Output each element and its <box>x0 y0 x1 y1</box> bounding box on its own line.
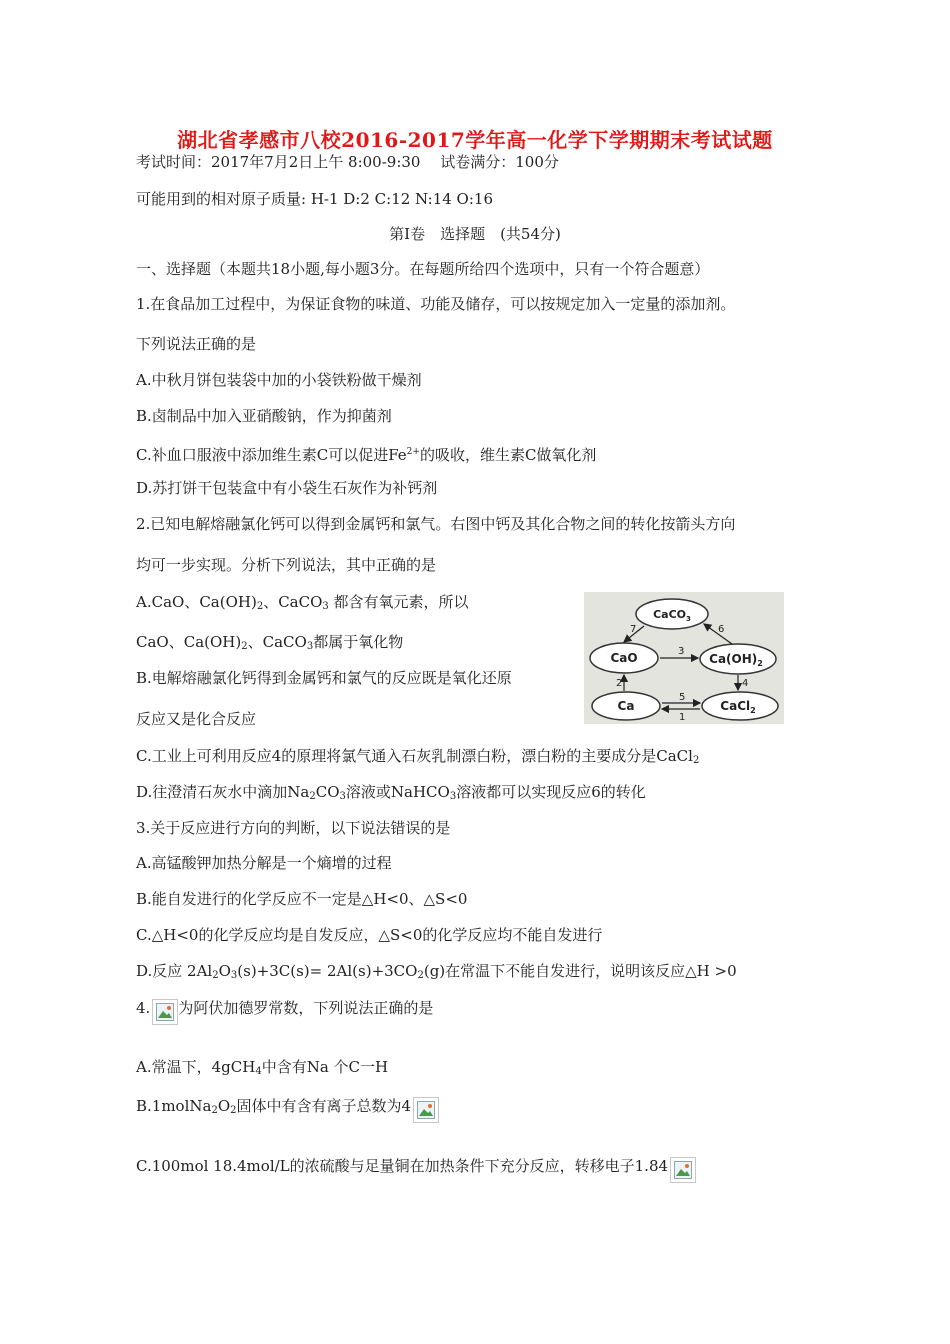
missing-image-icon <box>413 1097 439 1123</box>
q2-option-a-line1: A.CaO、$Ca(OH)_2$、CaCO$_3$ 都含有氧元素，所以 <box>136 593 469 612</box>
node-caoh2: $Ca(OH)_2$ <box>709 652 763 668</box>
node-cacl2: CaCl$_2$ <box>720 699 756 715</box>
atomic-masses: 可能用到的相对原子质量: H-1 D:2 C:12 N:14 O:16 <box>136 190 493 208</box>
node-cao: CaO <box>610 651 638 665</box>
q2-option-a-line2: CaO、$Ca(OH)_2$、CaCO$_3$都属于氧化物 <box>136 633 404 652</box>
missing-image-icon <box>152 999 178 1025</box>
q2-stem-line2: 均可一步实现。分析下列说法，其中正确的是 <box>136 556 437 574</box>
q2-option-d: D.往澄清石灰水中滴加$Na_2CO_3$溶液或NaHCO$_3$溶液都可以实现反应6的转化 <box>136 783 646 802</box>
arrow-label-4: 4 <box>742 678 749 689</box>
q3-option-b: B.能自发进行的化学反应不一定是△H<0、△S<0 <box>136 890 468 908</box>
section-instruction: 一、选择题（本题共18小题,每小题3分。在每题所给四个选项中，只有一个符合题意） <box>136 260 710 278</box>
q2-stem-line1: 2.已知电解熔融氯化钙可以得到金属钙和氯气。右图中钙及其化合物之间的转化按箭头方向 <box>136 515 736 533</box>
missing-image-icon <box>670 1157 696 1183</box>
node-caco3: CaCO$_3$ <box>653 608 691 623</box>
q3-stem: 3.关于反应进行方向的判断，以下说法错误的是 <box>136 819 451 837</box>
q4-option-c: C.100mol 18.4mol/L的浓硫酸与足量铜在加热条件下充分反应，转移电子1.84 <box>136 1156 696 1183</box>
arrow-label-2: 2 <box>616 678 623 689</box>
q2-option-c: C.工业上可利用反应4的原理将氯气通入石灰乳制漂白粉，漂白粉的主要成分是CaCl$_2$ <box>136 747 700 766</box>
arrow-label-5: 5 <box>679 692 686 703</box>
q4-option-a: A.常温下，4gCH$_4$中含有Na 个C一H <box>136 1058 389 1077</box>
q4-stem: 4. 为阿伏加德罗常数，下列说法正确的是 <box>136 998 433 1025</box>
q3-option-d: D.反应 $2Al_2O_3(s)+3C(s)= 2Al(s)+3CO_2(g)$在常温下不能自发进行，说明该反应△H >0 <box>136 962 737 981</box>
q1-option-c: C.补血口服液中添加维生素C可以促进$Fe^{2+}$的吸收，维生素C做氧化剂 <box>136 446 597 464</box>
q4-option-b: $B.1molNa_2O_2$固体中有含有离子总数为4 <box>136 1096 439 1123</box>
q1-option-b: B.卤制品中加入亚硝酸钠，作为抑菌剂 <box>136 407 392 425</box>
arrow-label-6: 6 <box>718 624 725 635</box>
section-title: 第Ⅰ卷 选择题 (共54分) <box>389 225 561 243</box>
arrow-label-7: 7 <box>630 624 637 635</box>
q1-option-a: A.中秋月饼包装袋中加的小袋铁粉做干燥剂 <box>136 371 422 389</box>
q1-option-d: D.苏打饼干包装盒中有小袋生石灰作为补钙剂 <box>136 479 438 497</box>
q2-option-b-line1: B.电解熔融氯化钙得到金属钙和氯气的反应既是氧化还原 <box>136 669 512 687</box>
arrow-label-1: 1 <box>679 712 686 723</box>
q2-option-b-line2: 反应又是化合反应 <box>136 710 257 728</box>
page-title: 湖北省孝感市八校2016-2017学年高一化学下学期期末考试试题 <box>177 128 773 152</box>
q3-option-c: C.△H<0的化学反应均是自发反应，△S<0的化学反应均不能自发进行 <box>136 926 603 944</box>
arrow-label-3: 3 <box>678 646 685 657</box>
q1-stem-line2: 下列说法正确的是 <box>136 335 257 353</box>
q1-stem-line1: 1.在食品加工过程中，为保证食物的味道、功能及储存，可以按规定加入一定量的添加剂。 <box>136 295 736 313</box>
exam-info: 考试时间：2017年7月2日上午 8:00-9:30 试卷满分：100分 <box>136 153 559 171</box>
calcium-conversion-diagram <box>584 592 784 724</box>
node-ca: Ca <box>617 699 635 713</box>
q3-option-a: A.高锰酸钾加热分解是一个熵增的过程 <box>136 854 392 872</box>
